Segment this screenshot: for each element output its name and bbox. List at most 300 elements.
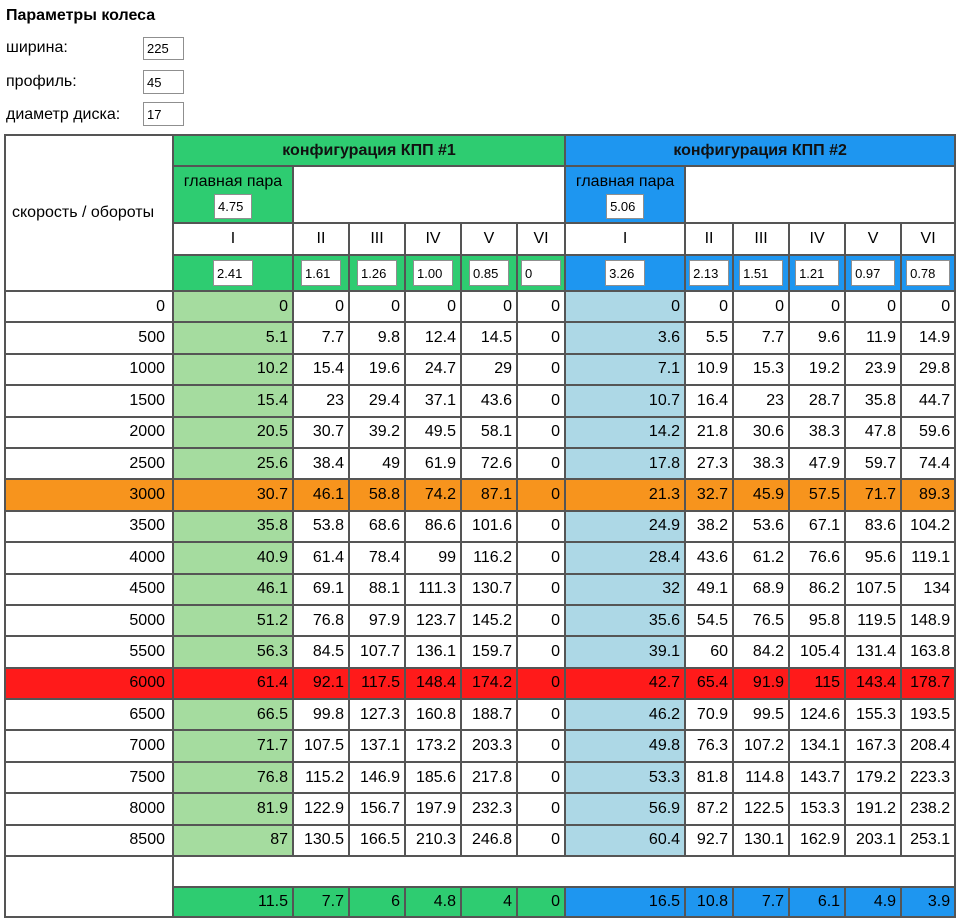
kpp1-speed-cell: 0 (517, 605, 565, 636)
kpp2-speed-cell: 47.8 (845, 417, 901, 448)
speed-row (5, 636, 955, 667)
kpp1-speed-cell: 123.7 (405, 605, 461, 636)
kpp1-main-pair-input[interactable] (214, 194, 252, 219)
tire-width-label: ширина: (6, 39, 68, 56)
kpp1-speed-cell: 53.8 (293, 511, 349, 542)
kpp2-total-cell: 4.9 (845, 887, 901, 917)
kpp1-speed-cell: 0 (517, 448, 565, 479)
kpp2-total-cell: 6.1 (789, 887, 845, 917)
kpp1-speed-cell: 0 (517, 291, 565, 322)
kpp1-gear-1-label: I (173, 223, 293, 255)
kpp2-main-pair-input[interactable] (606, 194, 644, 219)
kpp2-gear-5-ratio-input[interactable] (851, 260, 895, 286)
kpp2-speed-cell: 178.7 (901, 668, 955, 699)
rpm-cell: 8500 (5, 825, 173, 856)
rpm-cell: 7000 (5, 730, 173, 761)
kpp1-speed-cell: 0 (461, 291, 517, 322)
kpp2-speed-cell: 89.3 (901, 479, 955, 510)
kpp1-speed-cell: 87 (173, 825, 293, 856)
kpp2-gear-5-ratio-cell (845, 255, 901, 291)
kpp1-speed-cell: 0 (349, 291, 405, 322)
kpp2-speed-cell: 0 (685, 291, 733, 322)
kpp1-speed-cell: 76.8 (293, 605, 349, 636)
kpp1-gear-2-ratio-input[interactable] (301, 260, 341, 286)
kpp1-speed-cell: 51.2 (173, 605, 293, 636)
kpp2-speed-cell: 238.2 (901, 793, 955, 824)
kpp1-speed-cell: 122.9 (293, 793, 349, 824)
kpp1-speed-cell: 107.5 (293, 730, 349, 761)
kpp1-speed-cell: 188.7 (461, 699, 517, 730)
kpp1-speed-cell: 88.1 (349, 574, 405, 605)
kpp2-gear-1-label: I (565, 223, 685, 255)
rpm-cell: 0 (5, 291, 173, 322)
kpp2-speed-cell: 54.5 (685, 605, 733, 636)
kpp2-total-cell: 10.8 (685, 887, 733, 917)
kpp2-gear-4-ratio-input[interactable] (795, 260, 839, 286)
kpp1-speed-cell: 35.8 (173, 511, 293, 542)
speed-row (5, 605, 955, 636)
rim-diameter-label: диаметр диска: (6, 106, 121, 123)
kpp1-speed-cell: 173.2 (405, 730, 461, 761)
kpp2-main-pair-cell (565, 166, 685, 223)
kpp2-speed-cell: 15.3 (733, 354, 789, 385)
kpp2-speed-cell: 23 (733, 385, 789, 416)
kpp1-gear-4-ratio-input[interactable] (413, 260, 453, 286)
rpm-cell: 3000 (5, 479, 173, 510)
kpp2-speed-cell: 28.7 (789, 385, 845, 416)
kpp2-speed-cell: 28.4 (565, 542, 685, 573)
kpp1-speed-cell: 66.5 (173, 699, 293, 730)
kpp1-speed-cell: 0 (517, 542, 565, 573)
kpp1-total-cell: 4.8 (405, 887, 461, 917)
kpp2-speed-cell: 35.8 (845, 385, 901, 416)
kpp1-speed-cell: 197.9 (405, 793, 461, 824)
kpp1-speed-cell: 61.9 (405, 448, 461, 479)
kpp2-speed-cell: 49.1 (685, 574, 733, 605)
kpp2-speed-cell: 45.9 (733, 479, 789, 510)
kpp2-speed-cell: 81.8 (685, 762, 733, 793)
kpp1-speed-cell: 0 (517, 417, 565, 448)
kpp2-speed-cell: 10.7 (565, 385, 685, 416)
kpp1-speed-cell: 24.7 (405, 354, 461, 385)
kpp1-speed-cell: 116.2 (461, 542, 517, 573)
kpp2-speed-cell: 124.6 (789, 699, 845, 730)
kpp1-gear-3-label: III (349, 223, 405, 255)
kpp1-speed-cell: 0 (517, 322, 565, 353)
kpp2-speed-cell: 29.8 (901, 354, 955, 385)
kpp1-header-spacer (293, 166, 565, 223)
kpp1-speed-cell: 130.5 (293, 825, 349, 856)
kpp1-total-cell: 0 (517, 887, 565, 917)
kpp1-speed-cell: 38.4 (293, 448, 349, 479)
kpp1-speed-cell: 7.7 (293, 322, 349, 353)
kpp2-gear-2-ratio-cell (685, 255, 733, 291)
kpp1-speed-cell: 0 (517, 668, 565, 699)
speed-row (5, 479, 955, 510)
kpp1-gear-5-ratio-input[interactable] (469, 260, 509, 286)
rpm-cell: 500 (5, 322, 173, 353)
kpp1-speed-cell: 25.6 (173, 448, 293, 479)
kpp1-speed-cell: 137.1 (349, 730, 405, 761)
rpm-cell: 2000 (5, 417, 173, 448)
kpp2-speed-cell: 67.1 (789, 511, 845, 542)
speed-rpm-corner-label: скорость / обороты (5, 135, 173, 291)
rpm-cell: 7500 (5, 762, 173, 793)
config-header-row (5, 135, 955, 166)
kpp2-speed-cell: 76.5 (733, 605, 789, 636)
kpp1-gear-2-ratio-cell (293, 255, 349, 291)
kpp1-gear-3-ratio-input[interactable] (357, 260, 397, 286)
kpp1-gear-5-ratio-cell (461, 255, 517, 291)
kpp2-gear-3-label: III (733, 223, 789, 255)
speed-row (5, 574, 955, 605)
kpp1-speed-cell: 130.7 (461, 574, 517, 605)
kpp1-speed-cell: 30.7 (293, 417, 349, 448)
kpp2-speed-cell: 7.1 (565, 354, 685, 385)
kpp2-speed-cell: 76.6 (789, 542, 845, 573)
speed-row (5, 354, 955, 385)
kpp2-speed-cell: 167.3 (845, 730, 901, 761)
kpp2-speed-cell: 14.2 (565, 417, 685, 448)
kpp1-total-cell: 11.5 (173, 887, 293, 917)
kpp2-speed-cell: 61.2 (733, 542, 789, 573)
kpp1-main-pair-label: главная пара (183, 173, 283, 190)
kpp1-speed-cell: 86.6 (405, 511, 461, 542)
kpp1-speed-cell: 81.9 (173, 793, 293, 824)
kpp2-speed-cell: 38.3 (789, 417, 845, 448)
kpp2-speed-cell: 65.4 (685, 668, 733, 699)
kpp2-speed-cell: 11.9 (845, 322, 901, 353)
kpp2-gear-2-label: II (685, 223, 733, 255)
kpp2-speed-cell: 86.2 (789, 574, 845, 605)
kpp2-speed-cell: 27.3 (685, 448, 733, 479)
kpp1-speed-cell: 74.2 (405, 479, 461, 510)
kpp2-speed-cell: 119.5 (845, 605, 901, 636)
kpp1-speed-cell: 160.8 (405, 699, 461, 730)
kpp1-speed-cell: 148.4 (405, 668, 461, 699)
kpp2-speed-cell: 91.9 (733, 668, 789, 699)
kpp2-gear-6-ratio-cell (901, 255, 955, 291)
kpp1-speed-cell: 174.2 (461, 668, 517, 699)
kpp2-speed-cell: 163.8 (901, 636, 955, 667)
kpp1-speed-cell: 15.4 (293, 354, 349, 385)
kpp2-speed-cell: 49.8 (565, 730, 685, 761)
kpp1-speed-cell: 203.3 (461, 730, 517, 761)
kpp1-speed-cell: 78.4 (349, 542, 405, 573)
kpp2-speed-cell: 143.4 (845, 668, 901, 699)
speed-row (5, 542, 955, 573)
kpp2-speed-cell: 115 (789, 668, 845, 699)
kpp1-speed-cell: 0 (517, 825, 565, 856)
kpp2-speed-cell: 19.2 (789, 354, 845, 385)
kpp1-total-cell: 7.7 (293, 887, 349, 917)
kpp2-speed-cell: 0 (901, 291, 955, 322)
kpp2-speed-cell: 53.6 (733, 511, 789, 542)
kpp2-speed-cell: 179.2 (845, 762, 901, 793)
kpp1-speed-cell: 58.1 (461, 417, 517, 448)
kpp2-speed-cell: 10.9 (685, 354, 733, 385)
kpp1-speed-cell: 0 (517, 574, 565, 605)
kpp1-speed-cell: 58.8 (349, 479, 405, 510)
kpp1-speed-cell: 0 (517, 762, 565, 793)
kpp2-speed-cell: 193.5 (901, 699, 955, 730)
kpp1-speed-cell: 210.3 (405, 825, 461, 856)
kpp1-speed-cell: 20.5 (173, 417, 293, 448)
kpp2-gear-6-label: VI (901, 223, 955, 255)
kpp2-header-spacer (685, 166, 955, 223)
kpp1-speed-cell: 46.1 (293, 479, 349, 510)
tire-profile-input[interactable] (143, 70, 184, 94)
kpp2-speed-cell: 143.7 (789, 762, 845, 793)
kpp2-speed-cell: 56.9 (565, 793, 685, 824)
kpp1-speed-cell: 29.4 (349, 385, 405, 416)
speed-row (5, 511, 955, 542)
kpp1-speed-cell: 0 (517, 730, 565, 761)
kpp2-speed-cell: 59.6 (901, 417, 955, 448)
rim-diameter-input[interactable] (143, 102, 184, 126)
kpp1-speed-cell: 39.2 (349, 417, 405, 448)
kpp2-speed-cell: 9.6 (789, 322, 845, 353)
kpp2-speed-cell: 153.3 (789, 793, 845, 824)
kpp2-speed-cell: 84.2 (733, 636, 789, 667)
kpp1-speed-cell: 0 (173, 291, 293, 322)
kpp2-gear-1-ratio-input[interactable] (605, 260, 645, 286)
kpp1-speed-cell: 92.1 (293, 668, 349, 699)
kpp1-speed-cell: 99 (405, 542, 461, 573)
kpp1-gear-5-label: V (461, 223, 517, 255)
kpp1-main-pair-cell (173, 166, 293, 223)
kpp2-speed-cell: 155.3 (845, 699, 901, 730)
kpp2-speed-cell: 17.8 (565, 448, 685, 479)
speed-row (5, 762, 955, 793)
kpp2-gear-3-ratio-cell (733, 255, 789, 291)
kpp2-speed-cell: 95.8 (789, 605, 845, 636)
kpp2-gear-6-ratio-input[interactable] (906, 260, 950, 286)
kpp2-speed-cell: 105.4 (789, 636, 845, 667)
kpp2-speed-cell: 148.9 (901, 605, 955, 636)
kpp1-speed-cell: 166.5 (349, 825, 405, 856)
kpp1-speed-cell: 9.8 (349, 322, 405, 353)
kpp2-speed-cell: 130.1 (733, 825, 789, 856)
kpp2-speed-cell: 14.9 (901, 322, 955, 353)
kpp1-speed-cell: 10.2 (173, 354, 293, 385)
tire-profile-label: профиль: (6, 73, 77, 90)
tire-width-input[interactable] (143, 37, 184, 60)
rpm-cell: 6000 (5, 668, 173, 699)
kpp1-speed-cell: 156.7 (349, 793, 405, 824)
kpp1-total-cell: 4 (461, 887, 517, 917)
kpp2-speed-cell: 23.9 (845, 354, 901, 385)
kpp2-speed-cell: 38.3 (733, 448, 789, 479)
kpp2-header: конфигурация КПП #2 (565, 135, 955, 166)
kpp1-gear-4-ratio-cell (405, 255, 461, 291)
kpp1-speed-cell: 15.4 (173, 385, 293, 416)
speed-row (5, 291, 955, 322)
kpp1-speed-cell: 111.3 (405, 574, 461, 605)
speed-row (5, 322, 955, 353)
kpp1-speed-cell: 40.9 (173, 542, 293, 573)
kpp1-speed-cell: 0 (517, 793, 565, 824)
kpp1-speed-cell: 14.5 (461, 322, 517, 353)
kpp2-speed-cell: 44.7 (901, 385, 955, 416)
kpp1-gear-3-ratio-cell (349, 255, 405, 291)
kpp2-speed-cell: 0 (733, 291, 789, 322)
kpp2-speed-cell: 38.2 (685, 511, 733, 542)
kpp2-total-cell: 16.5 (565, 887, 685, 917)
kpp2-speed-cell: 21.3 (565, 479, 685, 510)
kpp2-speed-cell: 0 (789, 291, 845, 322)
kpp2-main-pair-label: главная пара (575, 173, 675, 190)
rpm-cell: 1500 (5, 385, 173, 416)
kpp1-gear-1-ratio-input[interactable] (213, 260, 253, 286)
kpp1-speed-cell: 217.8 (461, 762, 517, 793)
kpp2-speed-cell: 76.3 (685, 730, 733, 761)
kpp1-speed-cell: 146.9 (349, 762, 405, 793)
kpp1-speed-cell: 99.8 (293, 699, 349, 730)
kpp2-speed-cell: 30.6 (733, 417, 789, 448)
kpp2-speed-cell: 46.2 (565, 699, 685, 730)
kpp2-speed-cell: 134 (901, 574, 955, 605)
kpp1-speed-cell: 12.4 (405, 322, 461, 353)
speed-row (5, 417, 955, 448)
kpp2-speed-cell: 134.1 (789, 730, 845, 761)
kpp1-speed-cell: 232.3 (461, 793, 517, 824)
kpp1-speed-cell: 0 (517, 511, 565, 542)
kpp1-speed-cell: 0 (517, 699, 565, 730)
kpp2-gear-3-ratio-input[interactable] (739, 260, 783, 286)
kpp1-speed-cell: 29 (461, 354, 517, 385)
speed-row (5, 448, 955, 479)
kpp2-speed-cell: 208.4 (901, 730, 955, 761)
kpp1-total-cell: 6 (349, 887, 405, 917)
kpp1-speed-cell: 71.7 (173, 730, 293, 761)
rpm-cell: 2500 (5, 448, 173, 479)
kpp2-speed-cell: 39.1 (565, 636, 685, 667)
kpp1-speed-cell: 107.7 (349, 636, 405, 667)
totals-spacer-cell (173, 856, 955, 887)
kpp1-speed-cell: 76.8 (173, 762, 293, 793)
kpp2-speed-cell: 43.6 (685, 542, 733, 573)
kpp2-speed-cell: 21.8 (685, 417, 733, 448)
kpp1-speed-cell: 84.5 (293, 636, 349, 667)
kpp2-gear-5-label: V (845, 223, 901, 255)
kpp2-speed-cell: 3.6 (565, 322, 685, 353)
kpp1-speed-cell: 30.7 (173, 479, 293, 510)
kpp1-speed-cell: 23 (293, 385, 349, 416)
kpp2-speed-cell: 32.7 (685, 479, 733, 510)
kpp2-gear-4-label: IV (789, 223, 845, 255)
kpp1-speed-cell: 0 (517, 636, 565, 667)
rpm-cell: 6500 (5, 699, 173, 730)
kpp1-header: конфигурация КПП #1 (173, 135, 565, 166)
kpp2-speed-cell: 191.2 (845, 793, 901, 824)
speed-row (5, 699, 955, 730)
kpp1-speed-cell: 101.6 (461, 511, 517, 542)
kpp1-speed-cell: 145.2 (461, 605, 517, 636)
kpp1-speed-cell: 46.1 (173, 574, 293, 605)
rpm-cell: 4500 (5, 574, 173, 605)
kpp2-speed-cell: 203.1 (845, 825, 901, 856)
kpp1-speed-cell: 19.6 (349, 354, 405, 385)
wheel-params-title: Параметры колеса (6, 7, 156, 24)
kpp1-speed-cell: 117.5 (349, 668, 405, 699)
kpp2-speed-cell: 0 (565, 291, 685, 322)
kpp2-gear-4-ratio-cell (789, 255, 845, 291)
kpp1-speed-cell: 49.5 (405, 417, 461, 448)
kpp2-gear-2-ratio-input[interactable] (689, 260, 729, 286)
speed-row (5, 668, 955, 699)
kpp2-speed-cell: 57.5 (789, 479, 845, 510)
speed-row (5, 793, 955, 824)
kpp2-speed-cell: 71.7 (845, 479, 901, 510)
kpp1-speed-cell: 115.2 (293, 762, 349, 793)
speed-table (4, 134, 956, 918)
kpp2-speed-cell: 47.9 (789, 448, 845, 479)
totals-spacer-row (5, 856, 955, 887)
kpp1-speed-cell: 68.6 (349, 511, 405, 542)
kpp1-speed-cell: 49 (349, 448, 405, 479)
kpp1-gear-2-label: II (293, 223, 349, 255)
kpp2-speed-cell: 119.1 (901, 542, 955, 573)
kpp2-speed-cell: 24.9 (565, 511, 685, 542)
kpp1-speed-cell: 61.4 (293, 542, 349, 573)
kpp1-speed-cell: 0 (517, 354, 565, 385)
kpp1-speed-cell: 0 (517, 385, 565, 416)
kpp2-speed-cell: 32 (565, 574, 685, 605)
kpp2-speed-cell: 253.1 (901, 825, 955, 856)
kpp2-speed-cell: 59.7 (845, 448, 901, 479)
kpp1-speed-cell: 185.6 (405, 762, 461, 793)
kpp2-speed-cell: 74.4 (901, 448, 955, 479)
kpp1-gear-4-label: IV (405, 223, 461, 255)
kpp1-speed-cell: 0 (517, 479, 565, 510)
kpp1-speed-cell: 159.7 (461, 636, 517, 667)
speed-row (5, 730, 955, 761)
rpm-cell: 4000 (5, 542, 173, 573)
kpp1-speed-cell: 43.6 (461, 385, 517, 416)
rpm-cell: 3500 (5, 511, 173, 542)
kpp1-gear-1-ratio-cell (173, 255, 293, 291)
rpm-cell: 5000 (5, 605, 173, 636)
kpp2-speed-cell: 70.9 (685, 699, 733, 730)
kpp2-total-cell: 3.9 (901, 887, 955, 917)
kpp2-speed-cell: 92.7 (685, 825, 733, 856)
kpp2-speed-cell: 99.5 (733, 699, 789, 730)
kpp2-speed-cell: 87.2 (685, 793, 733, 824)
kpp2-speed-cell: 83.6 (845, 511, 901, 542)
totals-label-cell (5, 856, 173, 917)
kpp1-gear-6-ratio-cell (517, 255, 565, 291)
kpp1-gear-6-ratio-input[interactable] (521, 260, 561, 286)
kpp2-total-cell: 7.7 (733, 887, 789, 917)
kpp1-speed-cell: 72.6 (461, 448, 517, 479)
kpp2-speed-cell: 223.3 (901, 762, 955, 793)
kpp1-speed-cell: 127.3 (349, 699, 405, 730)
kpp2-speed-cell: 16.4 (685, 385, 733, 416)
kpp1-speed-cell: 37.1 (405, 385, 461, 416)
kpp2-gear-1-ratio-cell (565, 255, 685, 291)
rpm-cell: 1000 (5, 354, 173, 385)
kpp1-speed-cell: 0 (293, 291, 349, 322)
kpp2-speed-cell: 53.3 (565, 762, 685, 793)
kpp2-speed-cell: 131.4 (845, 636, 901, 667)
kpp2-speed-cell: 42.7 (565, 668, 685, 699)
kpp2-speed-cell: 0 (845, 291, 901, 322)
kpp1-speed-cell: 246.8 (461, 825, 517, 856)
kpp1-speed-cell: 69.1 (293, 574, 349, 605)
rpm-cell: 5500 (5, 636, 173, 667)
kpp2-speed-cell: 68.9 (733, 574, 789, 605)
